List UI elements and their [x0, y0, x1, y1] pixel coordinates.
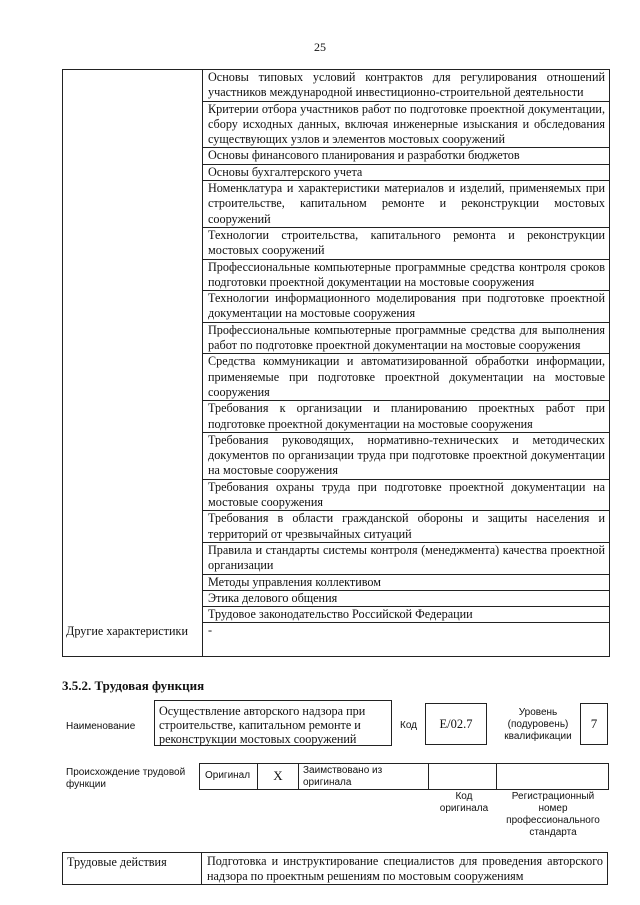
- page-number: 25: [314, 40, 326, 54]
- level-label: Уровень (подуровень) квалификации: [504, 707, 572, 742]
- function-name-box: Осуществление авторского надзора при строительстве, капитальном ремонте и реконструкции мостовых сооружений: [154, 700, 392, 746]
- function-code-box: E/02.7: [425, 703, 487, 745]
- knowledge-item: Основы типовых условий контрактов для регулирования отношений участников международной инвестиционно-строительной деятельности: [203, 70, 609, 102]
- knowledge-item: Требования в области гражданской обороны и защиты населения и территорий от чрезвычайных ситуаций: [203, 511, 609, 543]
- origin-label: Происхождение трудовой функции: [66, 767, 186, 790]
- knowledge-item: Основы финансового планирования и разработки бюджетов: [203, 148, 609, 164]
- knowledge-item: Трудовое законодательство Российской Федерации: [203, 607, 609, 623]
- knowledge-item: Основы бухгалтерского учета: [203, 165, 609, 181]
- knowledge-item: Методы управления коллективом: [203, 575, 609, 591]
- origin-table: [199, 763, 609, 790]
- knowledge-item: Профессиональные компьютерные программные средства контроля сроков подготовки проектной документации на мостовые сооружения: [203, 260, 609, 292]
- knowledge-item: Этика делового общения: [203, 591, 609, 607]
- knowledge-item: Требования руководящих, нормативно-технических и методических документов по организации труда при подготовке проектной документации на мостовые сооружения: [203, 433, 609, 480]
- knowledge-item: Требования охраны труда при подготовке проектной документации на мостовые сооружения: [203, 480, 609, 512]
- other-characteristics-row: [63, 623, 609, 657]
- original-mark: X: [258, 764, 299, 789]
- other-characteristics-label: Другие характеристики: [63, 623, 203, 656]
- knowledge-row: [63, 70, 609, 623]
- other-characteristics-value: -: [208, 623, 213, 638]
- knowledge-item: Правила и стандарты системы контроля (менеджмента) качества проектной организации: [203, 543, 609, 575]
- labor-actions-label: Трудовые действия: [63, 853, 202, 884]
- original-label: Оригинал: [200, 764, 258, 789]
- reg-number-label: Регистрационный номер профессионального стандарта: [506, 791, 600, 838]
- knowledge-item: Критерии отбора участников работ по подготовке проектной документации, сбору исходных данных, включая инженерные изыскания и обследования существующих узлов и элементов мостовых сооружений: [203, 102, 609, 149]
- qualification-level-box: 7: [580, 703, 608, 745]
- name-label: Наименование: [66, 721, 136, 732]
- knowledge-item: Номенклатура и характеристики материалов и изделий, применяемых при строительстве, капитальном ремонте и реконструкции мостовых сооружений: [203, 181, 609, 228]
- knowledge-item: Технологии строительства, капитального ремонта и реконструкции мостовых сооружений: [203, 228, 609, 260]
- reg-number-cell: [497, 764, 608, 789]
- code-original-label: Код оригинала: [439, 791, 489, 814]
- knowledge-label-cell: [63, 70, 203, 623]
- section-title: 3.5.2. Трудовая функция: [62, 678, 205, 693]
- knowledge-table: [62, 69, 610, 657]
- knowledge-item: Технологии информационного моделирования при подготовке проектной документации на мостовые сооружения: [203, 291, 609, 323]
- code-original-cell: [429, 764, 497, 789]
- knowledge-item: Требования к организации и планированию проектных работ при подготовке проектной документации на мостовые сооружения: [203, 401, 609, 433]
- code-label: Код: [400, 720, 418, 731]
- knowledge-item: Средства коммуникации и автоматизированной обработки информации, применяемые при подготовке проектной документации на мостовые сооружения: [203, 354, 609, 401]
- labor-actions-table: [62, 852, 608, 885]
- labor-actions-value: Подготовка и инструктирование специалистов для проведения авторского надзора по проектным решениям по мостовым сооружениям: [207, 854, 603, 883]
- knowledge-list: [203, 70, 609, 623]
- knowledge-item: Профессиональные компьютерные программные средства для выполнения работ по подготовке проектной документации на мостовые сооружения: [203, 323, 609, 355]
- borrowed-label: Заимствовано из оригинала: [299, 764, 429, 789]
